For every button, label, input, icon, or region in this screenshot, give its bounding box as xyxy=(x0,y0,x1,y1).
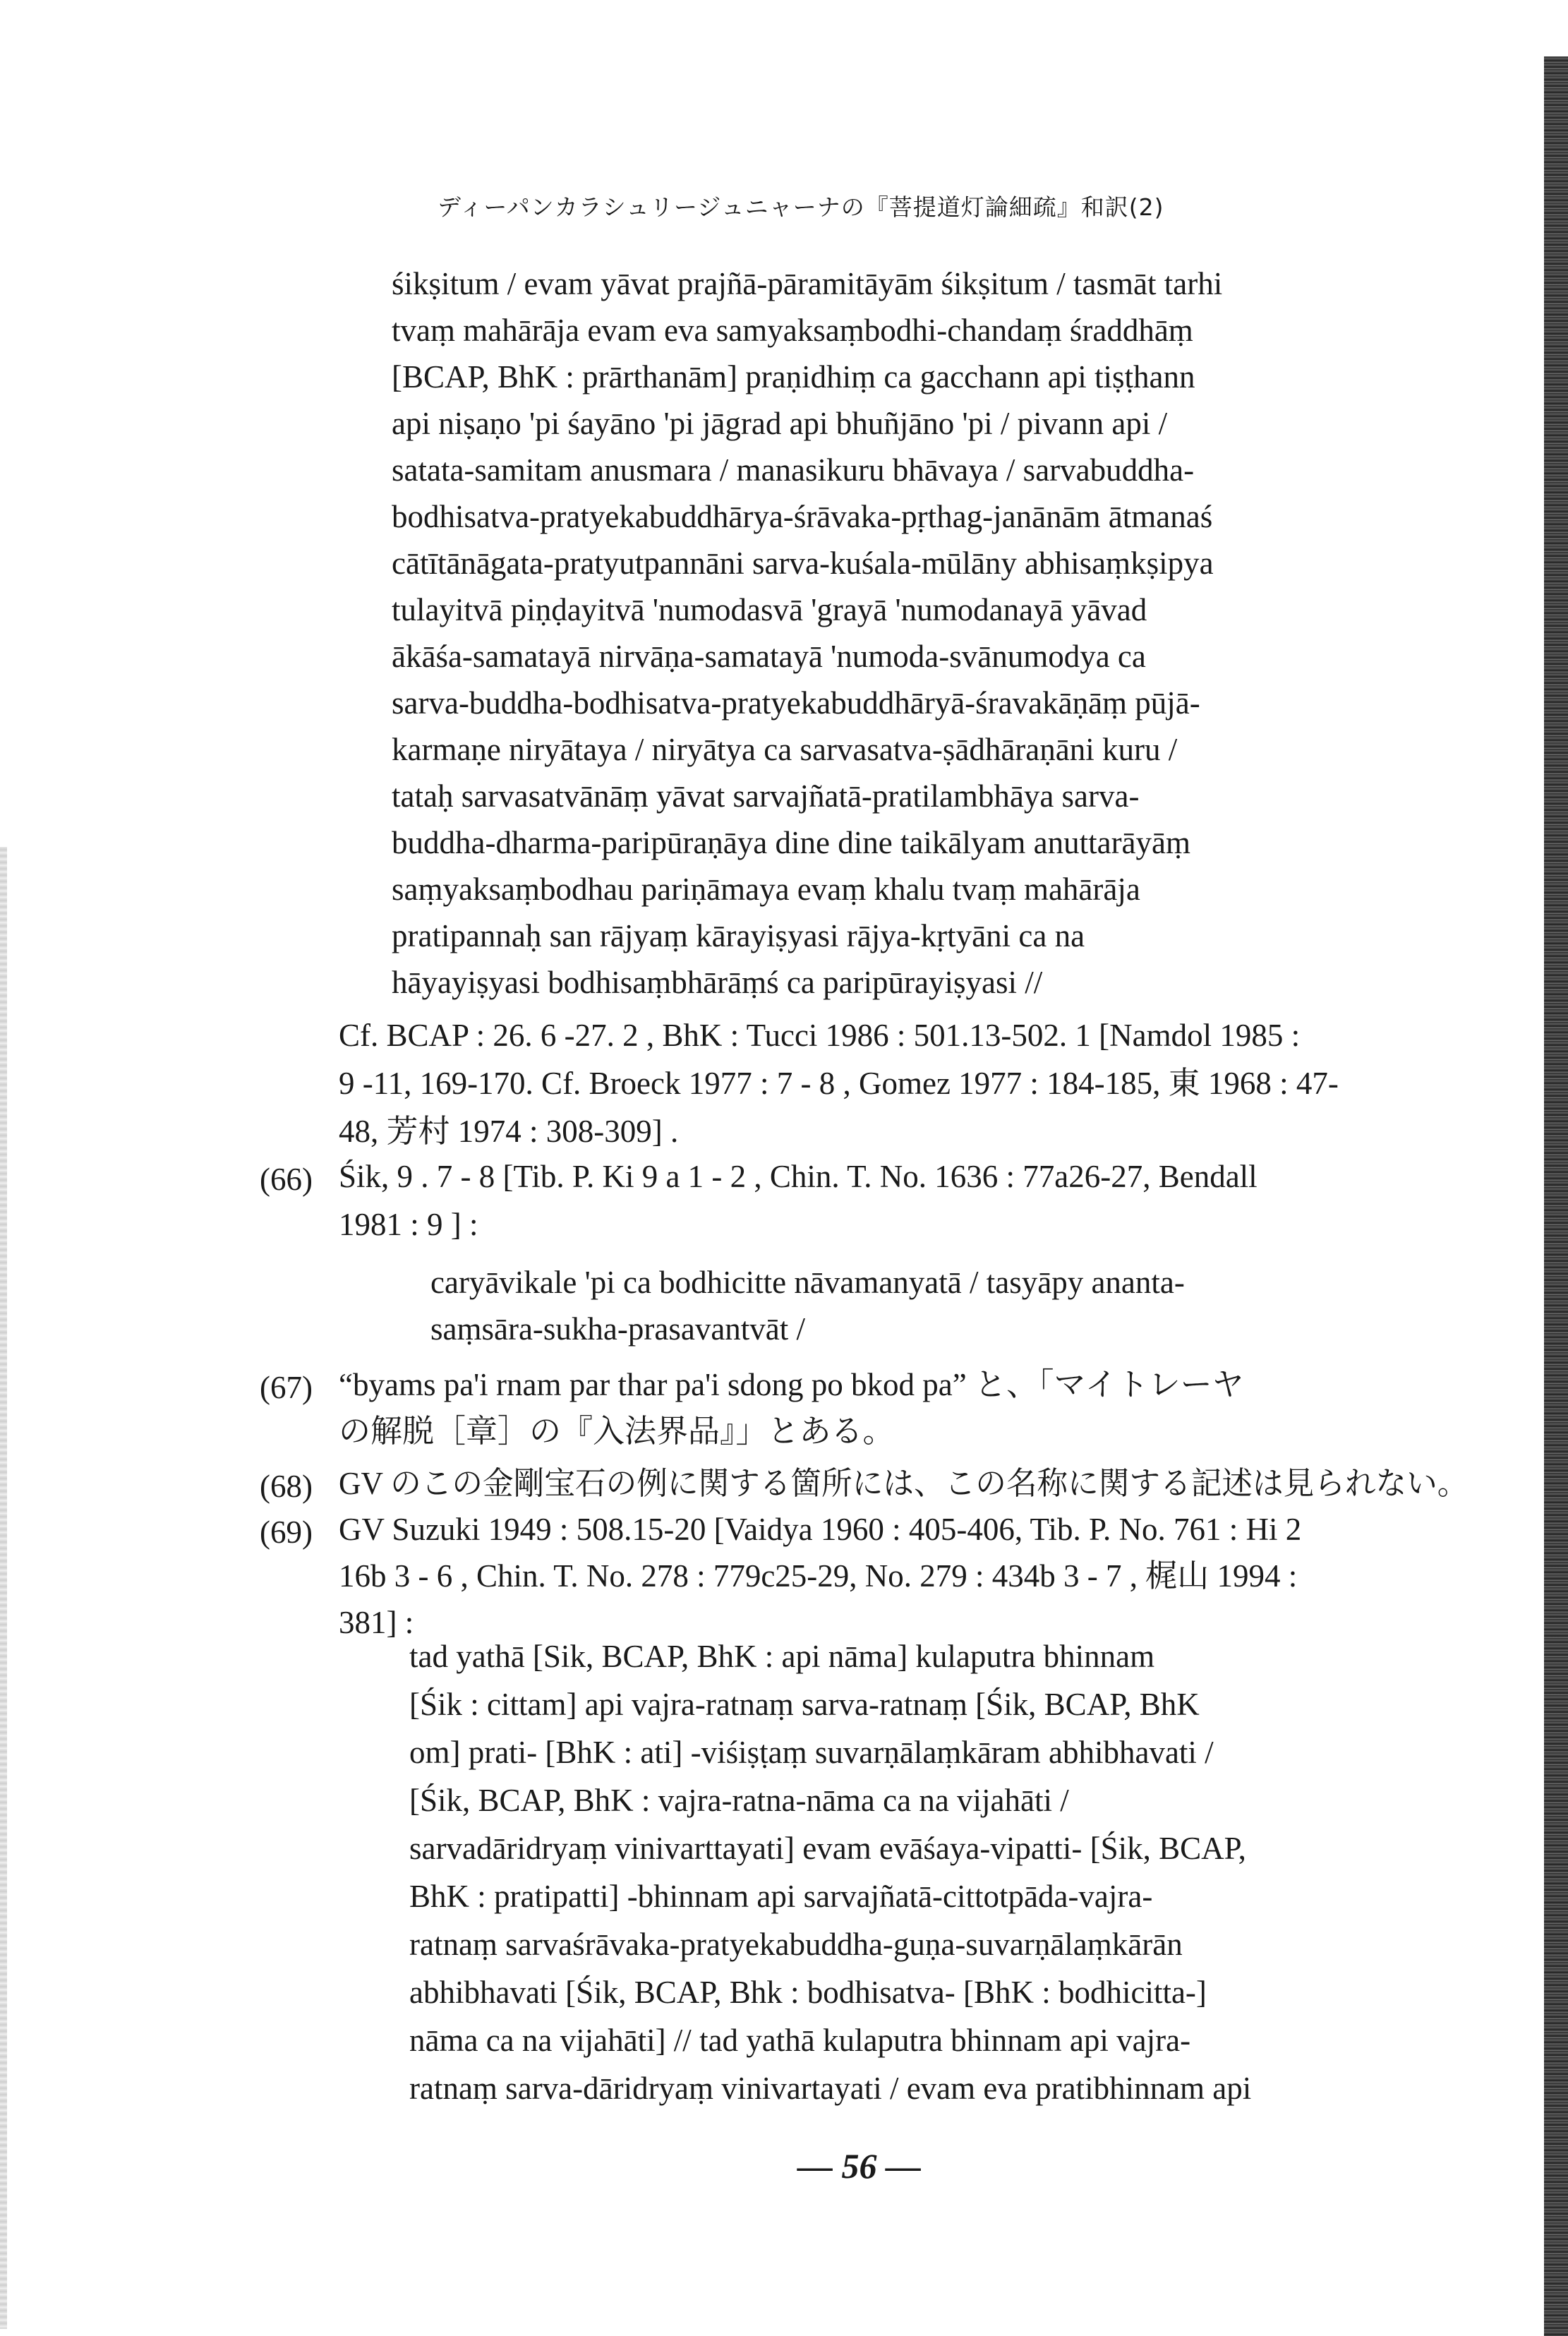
scan-edge-shadow xyxy=(1544,56,1568,2336)
note-69-line: GV Suzuki 1949 : 508.15-20 [Vaidya 1960 : 405-406, Tib. P. No. 761 : Hi 2 xyxy=(339,1512,1302,1547)
quote-line: saṃyaksaṃbodhau pariṇāmaya evaṃ khalu tvaṃ mahārāja xyxy=(392,872,1140,907)
quote-line: hāyayiṣyasi bodhisaṃbhārāṃś ca paripūrayiṣyasi // xyxy=(392,965,1043,1000)
quote-line: tulayitvā piṇḍayitvā 'numodasvā 'grayā 'numodanayā yāvad xyxy=(392,592,1147,627)
note-69-line: 16b 3 - 6 , Chin. T. No. 278 : 779c25-29, No. 279 : 434b 3 - 7 , 梶山 1994 : xyxy=(339,1558,1298,1594)
quote-line: satata-samitam anusmara / manasikuru bhāvaya / sarvabuddha- xyxy=(392,452,1195,488)
quote-line: buddha-dharma-paripūraṇāya dine dine taikālyam anuttarāyāṃ xyxy=(392,825,1191,860)
note-66-quote-line: saṃsāra-sukha-prasavantvāt / xyxy=(430,1311,806,1347)
note-69-quote-line: sarvadāridryaṃ vinivarttayati] evam evāśaya-vipatti- [Śik, BCAP, xyxy=(409,1831,1246,1866)
scan-left-margin xyxy=(0,847,7,2329)
quote-line: cātītānāgata-pratyutpannāni sarva-kuśala-mūlāny abhisaṃkṣipya xyxy=(392,546,1214,581)
quote-line: pratipannaḥ san rājyaṃ kārayiṣyasi rājya-kṛtyāni ca na xyxy=(392,918,1085,953)
note-69-quote-line: ratnaṃ sarvaśrāvaka-pratyekabuddha-guṇa-suvarṇālaṃkārān xyxy=(409,1927,1183,1962)
quote-line: bodhisatva-pratyekabuddhārya-śrāvaka-pṛthag-janānām ātmanaś xyxy=(392,499,1213,534)
note-69-quote-line: om] prati- [BhK : ati] -viśiṣṭaṃ suvarṇālaṃkāram abhibhavati / xyxy=(409,1735,1214,1770)
quote-line: tataḥ sarvasatvānāṃ yāvat sarvajñatā-pratilambhāya sarva- xyxy=(392,778,1140,814)
note-69-quote-line: [Śik : cittam] api vajra-ratnaṃ sarva-ratnaṃ [Śik, BCAP, BhK xyxy=(409,1687,1200,1722)
running-header: ディーパンカラシュリージュニャーナの『菩提道灯論細疏』和訳(2) xyxy=(438,193,1164,221)
note-67-number: (67) xyxy=(260,1370,313,1405)
quote-line: tvaṃ mahārāja evam eva samyaksaṃbodhi-chandaṃ śraddhāṃ xyxy=(392,313,1193,348)
note-66-quote-line: caryāvikale 'pi ca bodhicitte nāvamanyatā / tasyāpy ananta- xyxy=(430,1265,1185,1300)
quote-line: api niṣaṇo 'pi śayāno 'pi jāgrad api bhuñjāno 'pi / pivann api / xyxy=(392,406,1168,441)
note-66-line: 1981 : 9 ] : xyxy=(339,1207,478,1242)
note-69-quote-line: [Śik, BCAP, BhK : vajra-ratna-nāma ca na vijahāti / xyxy=(409,1783,1069,1818)
note-69-quote-line: ratnaṃ sarva-dāridryaṃ vinivartayati / evam eva pratibhinnam api xyxy=(409,2071,1252,2106)
quote-line: [BCAP, BhK : prārthanām] praṇidhiṃ ca gacchann api tiṣṭhann xyxy=(392,359,1195,395)
cf-line: 9 -11, 169-170. Cf. Broeck 1977 : 7 - 8 , Gomez 1977 : 184-185, 東 1968 : 47- xyxy=(339,1066,1339,1101)
note-68-line: GV のこの金剛宝石の例に関する箇所には、この名称に関する記述は見られない。 xyxy=(339,1466,1469,1501)
note-69-quote-line: tad yathā [Sik, BCAP, BhK : api nāma] kulaputra bhinnam xyxy=(409,1639,1155,1674)
quote-line: karmaṇe niryātaya / niryātya ca sarvasatva-ṣādhāraṇāni kuru / xyxy=(392,732,1178,767)
note-67-line: “byams pa'i rnam par thar pa'i sdong po bkod pa” と、「マイトレーヤ xyxy=(339,1367,1244,1402)
note-66-number: (66) xyxy=(260,1162,313,1197)
cf-line: Cf. BCAP : 26. 6 -27. 2 , BhK : Tucci 1986 : 501.13-502. 1 [Namdol 1985 : xyxy=(339,1018,1301,1053)
note-67-line: の解脱［章］の『入法界品』」とある。 xyxy=(339,1414,895,1449)
quote-line: sarva-buddha-bodhisatva-pratyekabuddhāryā-śravakāṇāṃ pūjā- xyxy=(392,685,1200,721)
page-number: — 56 — xyxy=(797,2146,921,2186)
note-68-number: (68) xyxy=(260,1469,313,1504)
note-69-number: (69) xyxy=(260,1515,313,1550)
quote-line: śikṣitum / evam yāvat prajñā-pāramitāyām śikṣitum / tasmāt tarhi xyxy=(392,266,1223,301)
note-69-quote-line: BhK : pratipatti] -bhinnam api sarvajñatā-cittotpāda-vajra- xyxy=(409,1879,1153,1914)
cf-line: 48, 芳村 1974 : 308-309] . xyxy=(339,1114,679,1149)
note-66-line: Śik, 9 . 7 - 8 [Tib. P. Ki 9 a 1 - 2 , Chin. T. No. 1636 : 77a26-27, Bendall xyxy=(339,1159,1258,1194)
note-69-quote-line: nāma ca na vijahāti] // tad yathā kulaputra bhinnam api vajra- xyxy=(409,2023,1191,2058)
note-69-line: 381] : xyxy=(339,1605,414,1640)
quote-line: ākāśa-samatayā nirvāṇa-samatayā 'numoda-svānumodya ca xyxy=(392,639,1146,674)
note-69-quote-line: abhibhavati [Śik, BCAP, Bhk : bodhisatva- [BhK : bodhicitta-] xyxy=(409,1975,1207,2010)
